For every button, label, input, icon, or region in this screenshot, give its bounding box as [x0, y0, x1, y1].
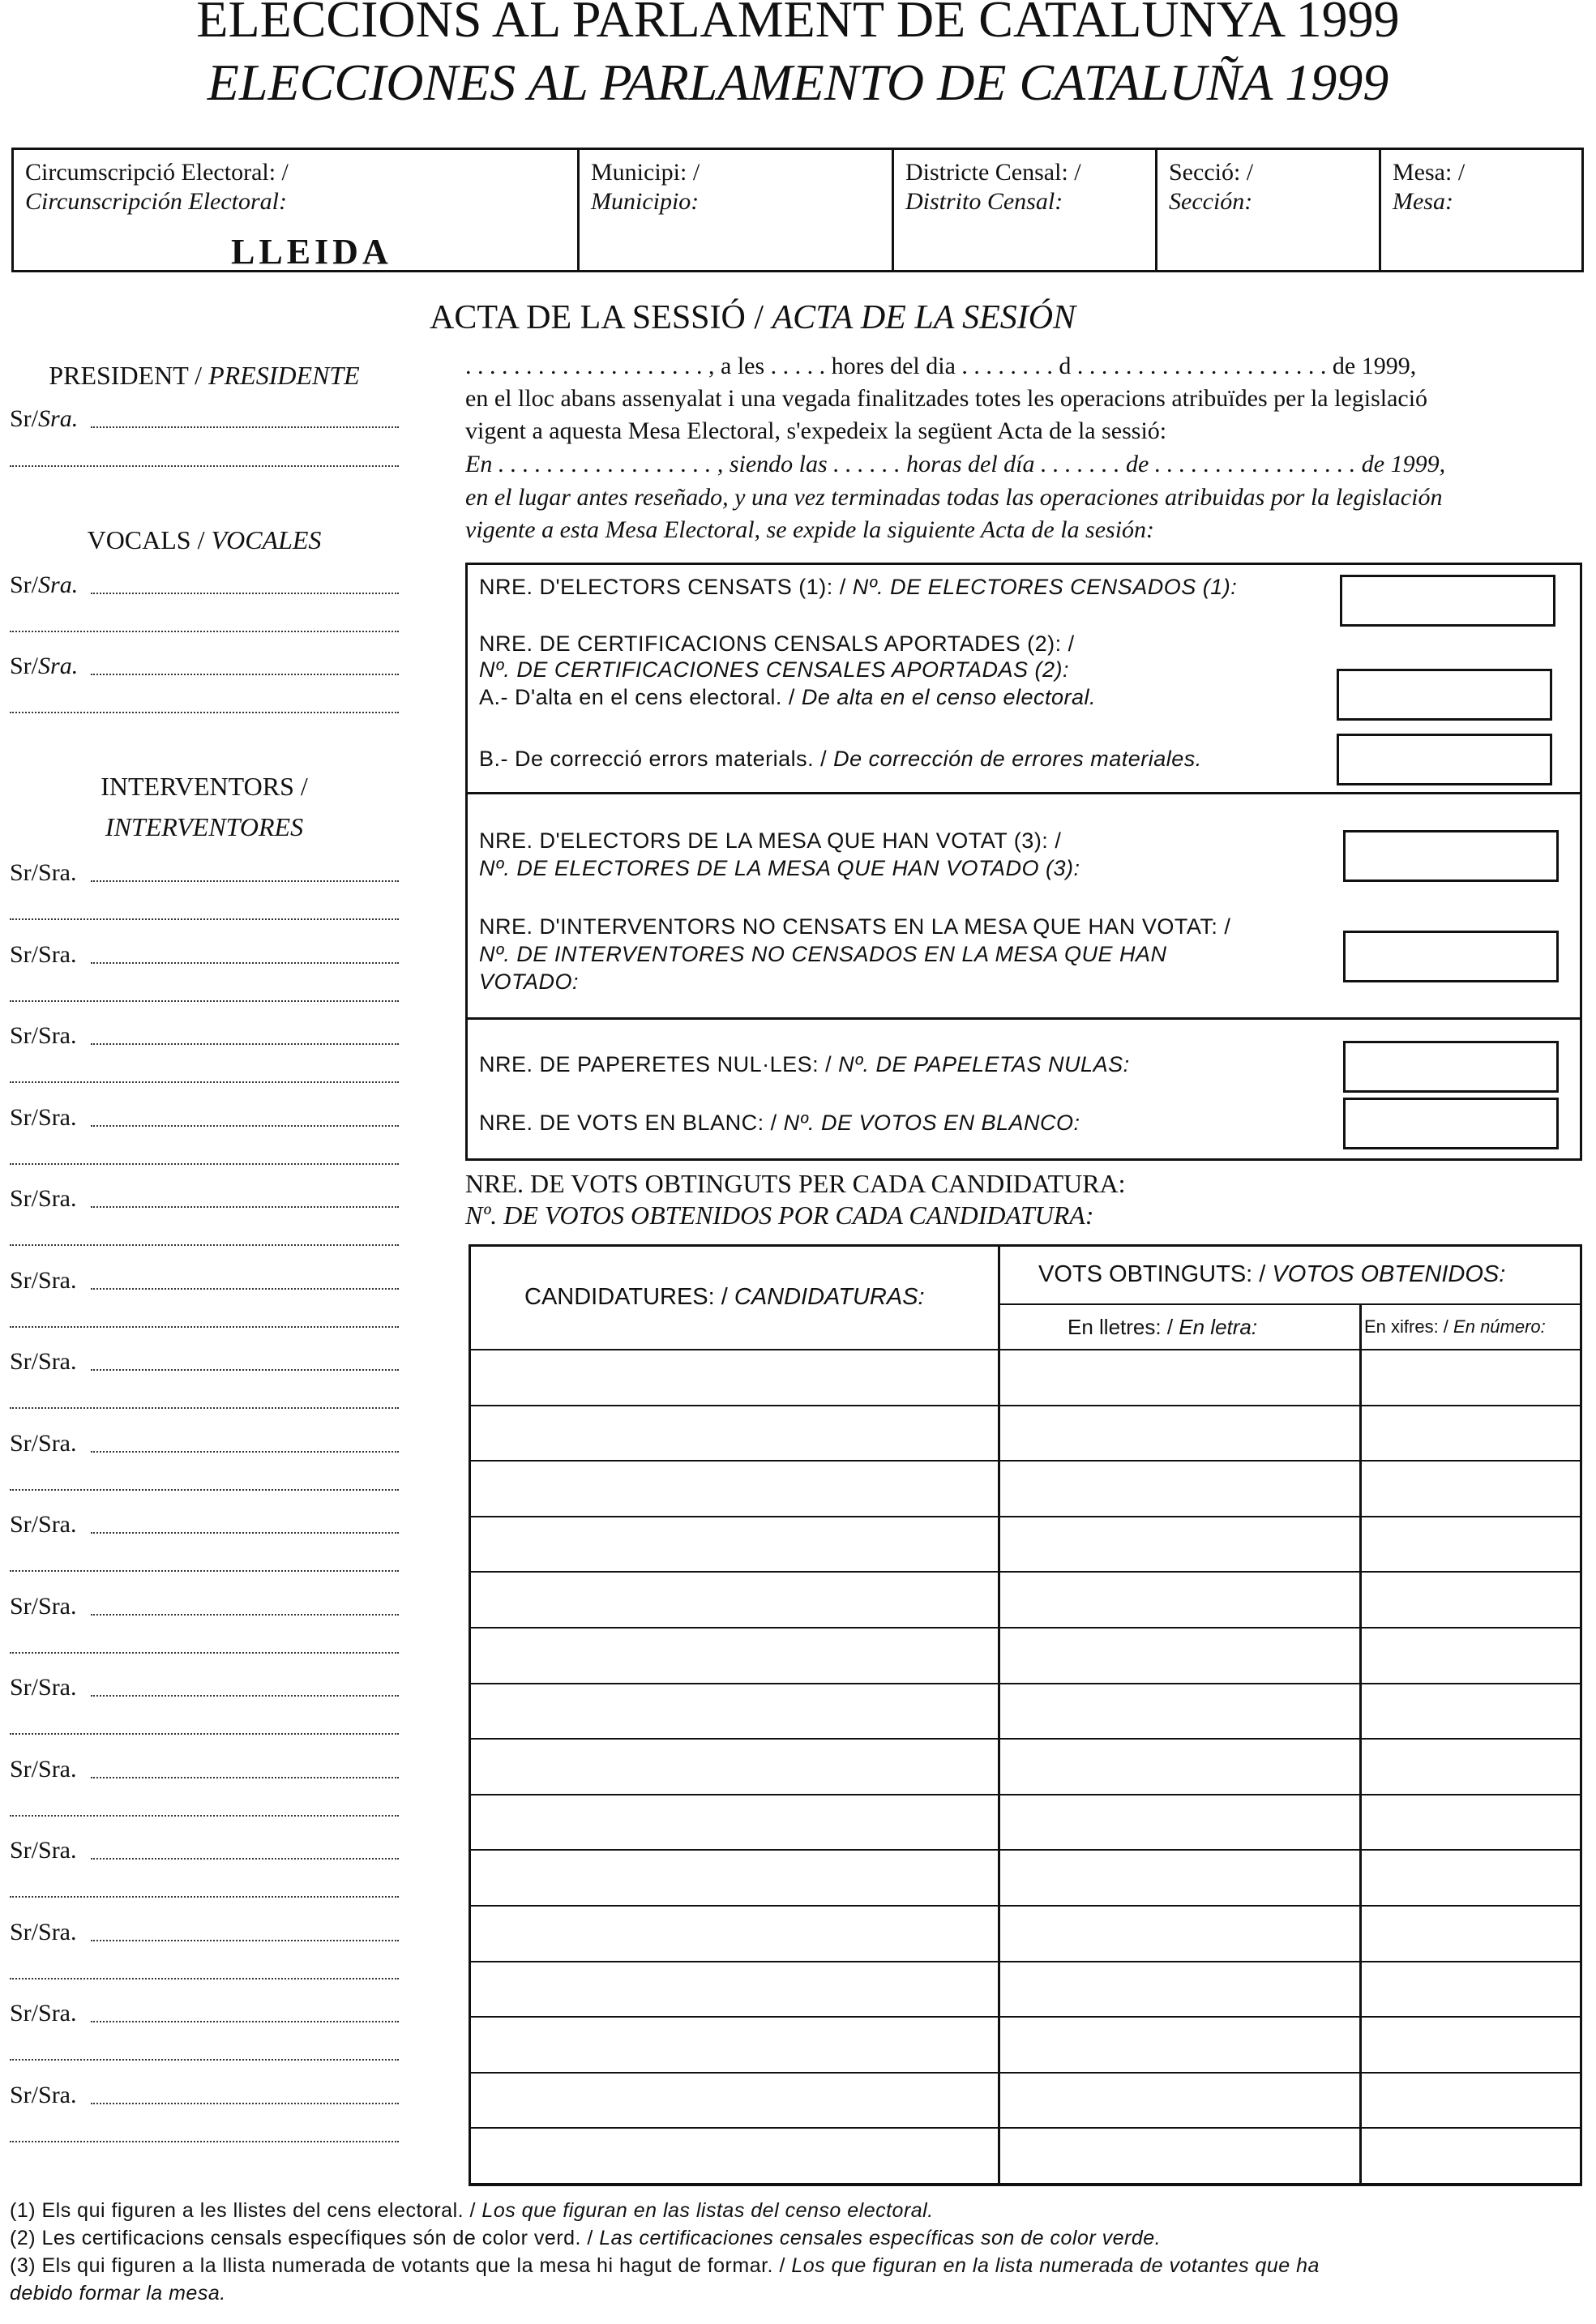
municipality-label-es: Municipio: — [591, 188, 700, 215]
interventor-name-line[interactable]: Sr/Sra. — [10, 1837, 77, 1864]
dotted-line — [10, 712, 399, 713]
footnote-3 — [10, 2254, 1586, 2278]
censats-label-ca: NRE. D'ELECTORS CENSATS (1): / — [479, 575, 853, 599]
president-heading-es: PRESIDENTE — [208, 361, 360, 390]
correction-label-ca: B.- De correcció errors materials. / — [479, 747, 834, 771]
sr-prefix: Sr/ — [10, 571, 39, 598]
col-votes-es: VOTOS OBTENIDOS: — [1272, 1261, 1506, 1287]
section-label: Secció: / — [1169, 159, 1254, 186]
sr-prefix: Sr/ — [10, 405, 39, 432]
dotted-line — [10, 2059, 399, 2061]
table-row — [471, 2016, 1582, 2018]
divider — [998, 1303, 1582, 1305]
dotted-line — [91, 1532, 399, 1534]
vocal-name-line-1[interactable] — [10, 571, 399, 599]
section-field[interactable] — [1157, 150, 1381, 270]
footnote-3-ca: (3) Els qui figuren a la llista numerada de votants que la mesa hi hagut de formar. / — [10, 2254, 792, 2277]
interv-label-es-2: VOTADO: — [479, 969, 580, 994]
session-es-line-1: En . . . . . . . . . . . . . . . . . . , siendo las . . . . . . horas del día . . . . . . . de . . . . . . . . . . . . . . . . . de 1999, — [465, 451, 1446, 477]
blanc-label-ca: NRE. DE VOTS EN BLANC: / — [479, 1111, 784, 1135]
sra-prefix: Sra. — [38, 405, 79, 432]
title-catalan: ELECCIONS AL PARLAMENT DE CATALUNYA 1999 — [196, 0, 1400, 48]
dotted-line — [91, 674, 399, 675]
session-ca-line-2: en el lloc abans assenyalat i una vegada finalitzades totes les operacions atribuïdes per la legislació — [465, 385, 1428, 412]
footnote-1-es: Los que figuran en las listas del censo electoral. — [481, 2199, 934, 2222]
table-row — [471, 1738, 1582, 1740]
nules-input[interactable] — [1343, 1041, 1559, 1093]
dotted-line — [91, 1043, 399, 1045]
alta-label-ca: A.- D'alta en el cens electoral. / — [479, 685, 802, 709]
table-row — [471, 2127, 1582, 2129]
divider — [998, 1247, 1000, 2184]
col-candidatures — [524, 1284, 925, 1311]
dotted-line — [91, 2021, 399, 2022]
interventor-name-line[interactable]: Sr/Sra. — [10, 1918, 77, 1945]
district-field[interactable] — [894, 150, 1157, 270]
title-spanish: ELECCIONES AL PARLAMENTO DE CATALUÑA 1999 — [207, 53, 1389, 111]
alta-label-es: De alta en el censo electoral. — [801, 685, 1097, 709]
interventor-name-line[interactable]: Sr/Sra. — [10, 1755, 77, 1783]
table-row — [471, 2183, 1582, 2185]
table-row — [471, 2072, 1582, 2074]
mesa-field[interactable] — [1381, 150, 1581, 270]
sr-prefix: Sr/ — [10, 653, 39, 679]
circumscription-field[interactable] — [14, 150, 580, 270]
dotted-line — [91, 426, 399, 428]
interventor-name-line[interactable]: Sr/Sra. — [10, 2000, 77, 2027]
footnote-1-ca: (1) Els qui figuren a les llistes del cens electoral. / — [10, 2199, 482, 2222]
dotted-line — [10, 1163, 399, 1165]
dotted-line — [10, 1896, 399, 1898]
municipality-label: Municipi: / — [591, 159, 700, 186]
censats-input[interactable] — [1340, 575, 1555, 627]
dotted-line — [91, 880, 399, 882]
votat-input[interactable] — [1343, 830, 1559, 882]
alta-label — [479, 685, 1096, 710]
invalid-blank-box — [465, 1020, 1582, 1161]
footnote-3-es: Los que figuran en la lista numerada de votantes que ha — [791, 2254, 1320, 2277]
divider — [1359, 1305, 1362, 2184]
censats-label — [479, 575, 1237, 600]
dotted-line — [91, 1288, 399, 1290]
session-heading-es: ACTA DE LA SESIÓN — [772, 299, 1076, 336]
blanc-label — [479, 1111, 1080, 1136]
footnote-1 — [10, 2199, 1586, 2223]
vocals-heading — [10, 525, 399, 555]
vocals-heading-ca: VOCALS / — [87, 525, 212, 554]
interventor-name-line[interactable]: Sr/Sra. — [10, 1429, 77, 1457]
mesa-label: Mesa: / — [1393, 159, 1465, 186]
col-number-ca: En xifres: / — [1364, 1316, 1454, 1337]
dotted-line — [91, 1695, 399, 1697]
interventor-name-line[interactable]: Sr/Sra. — [10, 1185, 77, 1212]
footnote-3-cont: debido formar la mesa. — [10, 2282, 226, 2305]
dotted-line — [10, 1000, 399, 1002]
interventors-heading-es: INTERVENTORES — [105, 812, 304, 841]
alta-input[interactable] — [1337, 669, 1552, 721]
nules-label-ca: NRE. DE PAPERETES NUL·LES: / — [479, 1052, 839, 1076]
mesa-label-es: Mesa: — [1393, 188, 1453, 215]
footnote-2 — [10, 2227, 1586, 2250]
col-candidatures-ca: CANDIDATURES: / — [524, 1284, 734, 1310]
dotted-line — [10, 1978, 399, 1979]
table-row — [471, 1405, 1582, 1406]
interventors-heading: INTERVENTORS / — [101, 772, 308, 801]
nules-label — [479, 1052, 1130, 1077]
vocals-heading-es: VOCALES — [211, 525, 322, 554]
circumscription-value: LLEIDA — [231, 232, 392, 272]
dotted-line — [10, 1326, 399, 1328]
section-label-es: Sección: — [1169, 188, 1253, 215]
votat-label: NRE. D'ELECTORS DE LA MESA QUE HAN VOTAT (3): / — [479, 828, 1062, 853]
table-row — [471, 1516, 1582, 1517]
blanc-input[interactable] — [1343, 1098, 1559, 1149]
table-row — [471, 1627, 1582, 1629]
dotted-line — [91, 1451, 399, 1453]
dotted-line — [10, 1489, 399, 1491]
session-ca-line-3: vigent a aquesta Mesa Electoral, s'expedeix la següent Acta de la sessió: — [465, 417, 1167, 444]
table-row — [471, 1961, 1582, 1962]
table-row — [471, 1849, 1582, 1851]
dotted-line — [10, 1570, 399, 1572]
dotted-line — [91, 1858, 399, 1860]
interventor-name-line[interactable]: Sr/Sra. — [10, 1266, 77, 1294]
dotted-line — [10, 631, 399, 632]
district-label-es: Distrito Censal: — [905, 188, 1063, 215]
census-box — [465, 563, 1582, 794]
dotted-line — [10, 2141, 399, 2142]
dotted-line — [91, 593, 399, 594]
correction-input[interactable] — [1337, 734, 1552, 785]
president-heading-ca: PRESIDENT / — [49, 361, 209, 390]
interventor-name-line[interactable]: Sr/Sra. — [10, 1511, 77, 1538]
correction-label — [479, 747, 1202, 772]
interventor-name-line[interactable]: Sr/Sra. — [10, 1348, 77, 1375]
interventor-name-line[interactable]: Sr/Sra. — [10, 2081, 77, 2108]
footnote-2-ca: (2) Les certificacions censals específiques són de color verd. / — [10, 2227, 600, 2249]
cert-label: NRE. DE CERTIFICACIONS CENSALS APORTADES (2): / — [479, 631, 1075, 656]
col-letter — [1068, 1315, 1257, 1340]
dotted-line — [91, 1125, 399, 1127]
votes-heading-ca: NRE. DE VOTS OBTINGUTS PER CADA CANDIDATURA: — [465, 1169, 1126, 1198]
district-label: Districte Censal: / — [905, 159, 1081, 186]
session-heading-ca: ACTA DE LA SESSIÓ / — [430, 299, 772, 336]
table-row — [471, 1571, 1582, 1573]
blanc-label-es: Nº. DE VOTOS EN BLANCO: — [783, 1111, 1080, 1135]
municipality-field[interactable] — [580, 150, 894, 270]
votes-heading-es: Nº. DE VOTOS OBTENIDOS POR CADA CANDIDATURA: — [465, 1201, 1094, 1230]
table-row — [471, 1905, 1582, 1907]
col-number-es: En número: — [1453, 1316, 1546, 1337]
session-es-line-2: en el lugar antes reseñado, y una vez terminadas todas las operaciones atribuidas por la legislación — [465, 484, 1443, 511]
interv-label-es-1: Nº. DE INTERVENTORES NO CENSADOS EN LA MESA QUE HAN — [479, 942, 1167, 966]
footnote-2-es: Las certificaciones censales específicas son de color verde. — [599, 2227, 1162, 2249]
interv-input[interactable] — [1343, 931, 1559, 982]
vocal-name-line-2[interactable] — [10, 653, 399, 680]
dotted-line — [10, 1244, 399, 1246]
sra-prefix: Sra. — [38, 571, 79, 598]
votat-label-es: Nº. DE ELECTORES DE LA MESA QUE HAN VOTADO (3): — [479, 856, 1080, 880]
col-candidatures-es: CANDIDATURAS: — [734, 1284, 925, 1310]
dotted-line — [10, 1652, 399, 1654]
censats-label-es: Nº. DE ELECTORES CENSADOS (1): — [852, 575, 1238, 599]
interventor-name-line[interactable]: Sr/Sra. — [10, 940, 77, 968]
dotted-line — [10, 1733, 399, 1735]
interventor-name-line[interactable]: Sr/Sra. — [10, 1022, 77, 1049]
interventor-name-line[interactable]: Sr/Sra. — [10, 1592, 77, 1620]
col-number — [1364, 1316, 1546, 1337]
dotted-line — [91, 962, 399, 964]
interventor-name-line[interactable]: Sr/Sra. — [10, 1103, 77, 1131]
dotted-line — [10, 1815, 399, 1817]
session-ca-line-1: . . . . . . . . . . . . . . . . . . . . , a les . . . . . hores del dia . . . . . . . . d . . . . . . . . . . . . . . . . . . . . . de 1999, — [465, 353, 1417, 379]
dotted-line — [91, 1206, 399, 1208]
president-name-line[interactable] — [10, 405, 399, 433]
dotted-line — [91, 2103, 399, 2104]
nules-label-es: Nº. DE PAPELETAS NULAS: — [838, 1052, 1130, 1076]
circumscription-label: Circumscripció Electoral: / — [25, 159, 289, 186]
divider — [471, 1349, 1582, 1350]
candidates-table — [469, 1244, 1582, 2186]
interv-label: NRE. D'INTERVENTORS NO CENSATS EN LA MESA QUE HAN VOTAT: / — [479, 914, 1231, 939]
cert-label-es: Nº. DE CERTIFICACIONES CENSALES APORTADAS (2): — [479, 657, 1070, 682]
table-row — [471, 1794, 1582, 1795]
interventor-name-line[interactable]: Sr/Sra. — [10, 859, 77, 886]
voters-box — [465, 794, 1582, 1020]
dotted-line — [10, 465, 399, 467]
session-heading — [430, 298, 1076, 337]
dotted-line — [10, 1407, 399, 1409]
col-votes-ca: VOTS OBTINGUTS: / — [1038, 1261, 1273, 1287]
col-letter-ca: En lletres: / — [1068, 1315, 1179, 1339]
session-es-line-3: vigente a esta Mesa Electoral, se expide la siguiente Acta de la sesión: — [465, 516, 1155, 543]
president-heading — [10, 361, 399, 391]
header-box — [11, 148, 1584, 272]
dotted-line — [91, 1614, 399, 1616]
correction-label-es: De corrección de errores materiales. — [833, 747, 1202, 771]
col-letter-es: En letra: — [1179, 1315, 1258, 1339]
table-row — [471, 1460, 1582, 1462]
sra-prefix: Sra. — [38, 653, 79, 679]
circumscription-label-es: Circunscripción Electoral: — [25, 188, 287, 215]
dotted-line — [91, 1940, 399, 1941]
dotted-line — [10, 918, 399, 920]
interventor-name-line[interactable]: Sr/Sra. — [10, 1674, 77, 1701]
dotted-line — [10, 1081, 399, 1083]
dotted-line — [91, 1369, 399, 1371]
dotted-line — [91, 1777, 399, 1778]
col-votes — [1038, 1261, 1505, 1288]
table-row — [471, 1683, 1582, 1684]
